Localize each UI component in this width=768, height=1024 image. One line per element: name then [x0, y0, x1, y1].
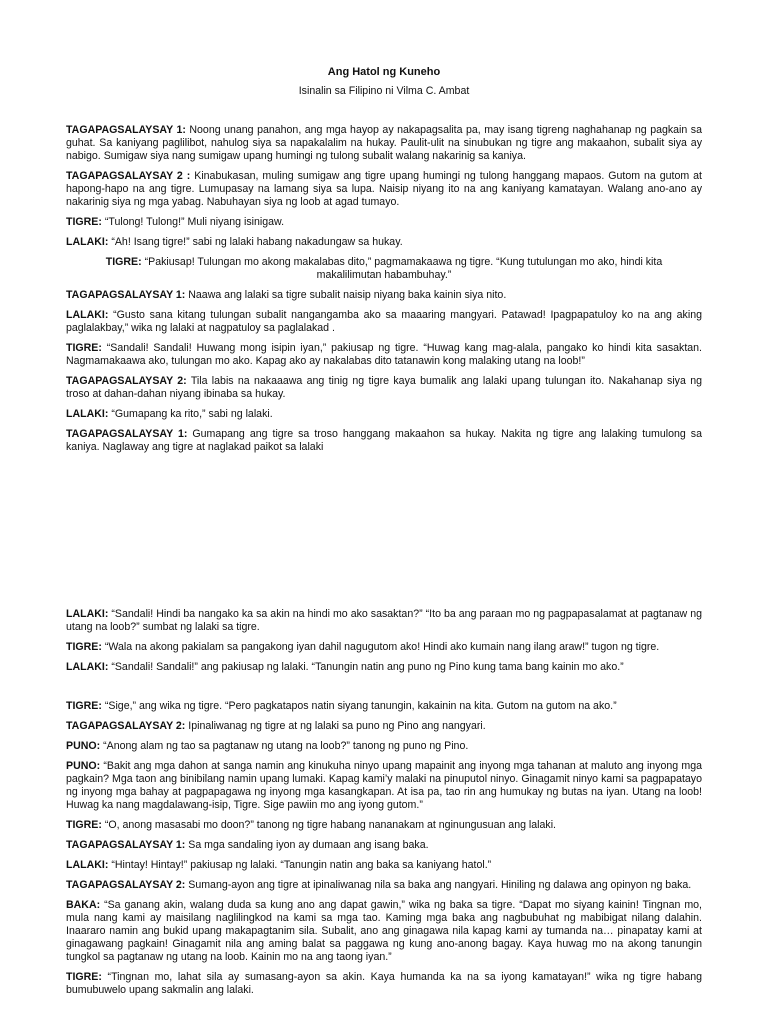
speaker-label: TIGRE:	[66, 342, 102, 354]
speaker-label: TIGRE:	[66, 641, 102, 653]
dialogue-text: Sumang-ayon ang tigre at ipinaliwanag nila sa baka ang nangyari. Hiniling ng dalawa ang opinyon ng baka.	[188, 879, 692, 891]
dialogue-section-2	[66, 608, 702, 681]
speaker-label: TIGRE:	[66, 700, 102, 712]
speaker-label: TAGAPAGSALAYSAY 2:	[66, 720, 186, 732]
speaker-label: TAGAPAGSALAYSAY 1:	[66, 428, 188, 440]
speaker-label: TIGRE:	[105, 256, 142, 268]
dialogue-text: Noong unang panahon, ang mga hayop ay nakapagsalita pa, may isang tigreng naghahanap ng pagkain sa guhat. Sa kaniyang paglilibot, nahulog siya sa napakalalim na hukay. Paulit-ulit na sinubukan ng tigre ang makaahon, subalit siya ay nabigo. Sumigaw siya nang sumigaw upang humingi ng tulong subalit walang nakarinig sa kaniya.	[66, 124, 702, 162]
dialogue-text: “Tulong! Tulong!” Muli niyang isinigaw.	[104, 216, 285, 228]
dialogue-paragraph	[66, 839, 702, 852]
speaker-label: TAGAPAGSALAYSAY 1:	[66, 124, 186, 136]
dialogue-paragraph	[66, 256, 702, 282]
dialogue-text: Tila labis na nakaaawa ang tinig ng tigre kaya bumalik ang lalaki upang tulungan ito. Nakahanap siya ng troso at dahan-dahan niyang ibinaba sa hukay.	[66, 375, 702, 400]
dialogue-paragraph	[66, 124, 702, 163]
dialogue-text: “Sa ganang akin, walang duda sa kung ano ang dapat gawin,” wika ng baka sa tigre. “Dapat mo siyang kainin! Tingnan mo, mula nang kami ay maisilang naglilingkod na kami sa mga tao. Kaming mga baka ang nagbubuhat ng mabibigat nilang dalahin. Inaararo namin ang bukid upang makapagtanim sila. Subalit, ano ang ginagawa nila kapag kami ay tumanda na… pinapatay kami at ginagawang pagkain! Ginagamit nila ang aming balat sa paggawa ng kung ano-anong bagay. Kaya huwag mo na akong tanungin tungkol sa pagtanaw ng utang na loob. Kainin mo na ang taong iyan.”	[66, 899, 702, 963]
dialogue-paragraph	[66, 375, 702, 401]
speaker-label: TAGAPAGSALAYSAY 1:	[66, 839, 186, 851]
dialogue-paragraph	[66, 760, 702, 812]
speaker-label: TIGRE:	[66, 819, 102, 831]
speaker-label: LALAKI:	[66, 236, 109, 248]
dialogue-text: “Gusto sana kitang tulungan subalit nangangamba ako sa maaaring mangyari. Patawad! Ipagpapatuloy ko na ang aking paglalakbay,” wika ng lalaki at nagpatuloy sa paglalakad .	[66, 309, 702, 334]
dialogue-paragraph	[66, 309, 702, 335]
speaker-label: TAGAPAGSALAYSAY 2 :	[66, 170, 191, 182]
dialogue-text: “Hintay! Hintay!” pakiusap ng lalaki. “Tanungin natin ang baka sa kaniyang hatol.”	[111, 859, 492, 871]
dialogue-paragraph	[66, 700, 702, 713]
document-subtitle: Isinalin sa Filipino ni Vilma C. Ambat	[298, 85, 470, 97]
dialogue-paragraph	[66, 342, 702, 368]
dialogue-paragraph	[66, 289, 702, 302]
dialogue-section-1	[66, 124, 702, 461]
dialogue-text: “Anong alam ng tao sa pagtanaw ng utang na loob?” tanong ng puno ng Pino.	[103, 740, 469, 752]
dialogue-text: “Sandali! Sandali!” ang pakiusap ng lalaki. “Tanungin natin ang puno ng Pino kung tama bang kainin mo ako.”	[111, 661, 624, 673]
speaker-label: LALAKI:	[66, 859, 109, 871]
speaker-label: TIGRE:	[66, 971, 102, 983]
speaker-label: LALAKI:	[66, 408, 109, 420]
dialogue-text: “Wala na akong pakialam sa pangakong iyan dahil nagugutom ako! Hindi ako kumain nang ilang araw!” tugon ng tigre.	[104, 641, 660, 653]
dialogue-text: “Bakit ang mga dahon at sanga namin ang kinukuha ninyo upang mapainit ang inyong mga tahanan at maluto ang inyong mga pagkain? Mga taon ang binibilang namin upang lumaki. Kapag kami’y malaki na pinuputol ninyo. Ginagamit ninyo kami sa pagpapatayo ng inyong mga bahay at pagpapagawa ng inyong mga kasangkapan. At isa pa, tao rin ang humukay ng butas na iyan. Utang na loob! Huwag ka nang magdalawang-isip, Tigre. Sige pawiin mo ang iyong gutom.”	[66, 760, 702, 811]
dialogue-text: “Sandali! Sandali! Huwang mong isipin iyan,” pakiusap ng tigre. “Huwag kang mag-alala, pangako ko hindi kita sasaktan. Nagmamakaawa ako, tulungan mo ako. Kapag ako ay nakalabas dito tatanawin kong malaking utang na loob!”	[66, 342, 703, 367]
dialogue-paragraph	[66, 428, 702, 454]
dialogue-paragraph	[66, 740, 702, 753]
dialogue-text: “Pakiusap! Tulungan mo akong makalabas dito,” pagmamakaawa ng tigre. “Kung tutulungan mo ako, hindi kita makalilimutan habambuhay.”	[144, 256, 663, 281]
dialogue-paragraph	[66, 641, 702, 654]
dialogue-text: Kinabukasan, muling sumigaw ang tigre upang humingi ng tulong hanggang mapaos. Gutom na gutom at hapong-hapo na ang tigre. Lumupasay na lamang siya sa lupa. Naisip niyang ito na ang kaniyang kamatayan. Walang ano-ano ay nakarinig siya ng mga yabag. Nabuhayan siya ng loob at agad tumayo.	[66, 170, 702, 208]
dialogue-text: Ipinaliwanag ng tigre at ng lalaki sa puno ng Pino ang nangyari.	[188, 720, 486, 732]
dialogue-paragraph	[66, 408, 702, 421]
dialogue-paragraph	[66, 899, 702, 964]
dialogue-paragraph	[66, 971, 702, 997]
dialogue-text: Sa mga sandaling iyon ay dumaan ang isang baka.	[188, 839, 429, 851]
dialogue-text: “Tingnan mo, lahat sila ay sumasang-ayon sa akin. Kaya humanda ka na sa iyong kamatayan!” wika ng tigre habang bumubuwelo upang sakmalin ang lalaki.	[66, 971, 702, 996]
speaker-label: PUNO:	[66, 760, 101, 772]
speaker-label: LALAKI:	[66, 608, 109, 620]
speaker-label: TAGAPAGSALAYSAY 2:	[66, 375, 187, 387]
dialogue-paragraph	[66, 608, 702, 634]
speaker-label: TAGAPAGSALAYSAY 2:	[66, 879, 186, 891]
dialogue-paragraph	[66, 819, 702, 832]
speaker-label: TAGAPAGSALAYSAY 1:	[66, 289, 186, 301]
document-title: Ang Hatol ng Kuneho	[327, 66, 441, 78]
dialogue-text: “Sandali! Hindi ba nangako ka sa akin na hindi mo ako sasaktan?” “Ito ba ang paraan mo ng pagpapasalamat at pagtanaw ng utang na loob?” sumbat ng lalaki sa tigre.	[66, 608, 702, 633]
dialogue-paragraph	[66, 661, 702, 674]
dialogue-paragraph	[66, 236, 702, 249]
speaker-label: PUNO:	[66, 740, 101, 752]
speaker-label: LALAKI:	[66, 309, 109, 321]
dialogue-section-3	[66, 700, 702, 1004]
dialogue-paragraph	[66, 720, 702, 733]
dialogue-text: “O, anong masasabi mo doon?” tanong ng tigre habang nananakam at nginungusuan ang lalaki.	[104, 819, 557, 831]
speaker-label: LALAKI:	[66, 661, 109, 673]
speaker-label: BAKA:	[66, 899, 101, 911]
dialogue-text: Gumapang ang tigre sa troso hanggang makaahon sa hukay. Nakita ng tigre ang lalaking tumulong sa kaniya. Naglaway ang tigre at naglakad paikot sa lalaki	[66, 428, 702, 453]
dialogue-paragraph	[66, 216, 702, 229]
dialogue-paragraph	[66, 170, 702, 209]
dialogue-text: “Gumapang ka rito,” sabi ng lalaki.	[111, 408, 273, 420]
dialogue-paragraph	[66, 879, 702, 892]
dialogue-text: “Ah! Isang tigre!” sabi ng lalaki habang nakadungaw sa hukay.	[111, 236, 403, 248]
dialogue-text: Naawa ang lalaki sa tigre subalit naisip niyang baka kainin siya nito.	[188, 289, 507, 301]
dialogue-paragraph	[66, 859, 702, 872]
dialogue-text: “Sige,” ang wika ng tigre. “Pero pagkatapos natin siyang tanungin, kakainin na kita. Gutom na gutom na ako.”	[104, 700, 617, 712]
speaker-label: TIGRE:	[66, 216, 102, 228]
